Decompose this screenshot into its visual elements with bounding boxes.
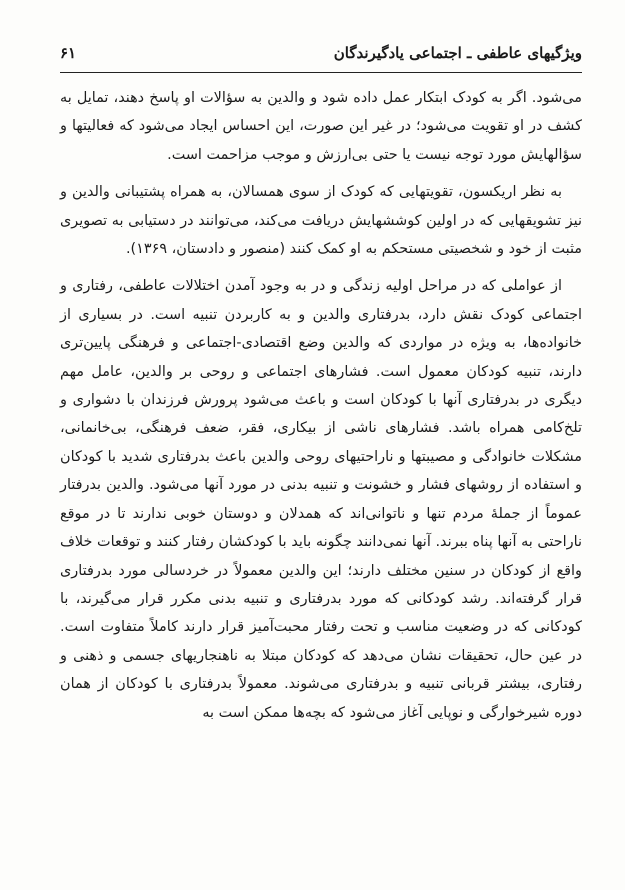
header-divider [60,72,582,73]
paragraph-maltreatment: از عواملی که در مراحل اولیه زندگی و در به وجود آمدن اختلالات عاطفی، رفتاری و اجتماعی کودک نقش دارد، بدرفتاری والدین و به کاربردن تنبیه است. در بسیاری از خانواده‌ها، به ویژه در مواردی که والدین وضع اقتصادی-اجتماعی و فرهنگی پایین‌تری دارند، تنبیه کودکان معمول است. فشارهای اجتماعی و روحی بر والدین، عامل مهم دیگری در بدرفتاری آنها با کودکان است و باعث می‌شود پرورش فرزندان با دشواری و تلخ‌کامی همراه باشد. فشارهای ناشی از بیکاری، فقر، ضعف فرهنگی، بی‌خانمانی، مشکلات خانوادگی و مصیبتها و ناراحتیهای روحی والدین باعث بدرفتاری شدید با کودکان و استفاده از روشهای فشار و خشونت و تنبیه بدنی در مورد آنها می‌شود. والدین بدرفتار عموماً از جملهٔ مردم تنها و ناتوانی‌اند که همدلان و دوستان خوبی ندارند تا در موقع ناراحتی به آنها پناه ببرند. آنها نمی‌دانند چگونه باید با کودکشان رفتار کنند و توقعات خلاف واقع از کودکان در سنین مختلف دارند؛ این والدین معمولاً در خردسالی مورد بدرفتاری قرار گرفته‌اند. رشد کودکانی که مورد بدرفتاری و تنبیه بدنی مکرر قرار می‌گیرند، با کودکانی که در وضعیت مناسب و تحت رفتار محبت‌آمیز قرار دارند کاملاً متفاوت است. در عین حال، تحقیقات نشان می‌دهد که کودکان مبتلا به ناهنجاریهای جسمی و ذهنی و رفتاری، بیشتر قربانی تنبیه و بدرفتاری می‌شوند. معمولاً بدرفتاری با کودکان از همان دوره شیرخوارگی و نوپایی آغاز می‌شود که بچه‌ها ممکن است به [60,278,582,721]
chapter-title: ویژگیهای عاطفی ـ اجتماعی یادگیرندگان [333,44,582,62]
running-header [60,44,582,70]
paragraph-continuation: می‌شود. اگر به کودک ابتکار عمل داده شود و والدین به سؤالات او پاسخ دهند، تمایل به کشف در او تقویت می‌شود؛ در غیر این صورت، این احساس ایجاد می‌شود که فعالیتها و سؤالهایش مورد توجه نیست یا حتی بی‌ارزش و موجب مزاحمت است. [60,90,582,163]
paragraph-erikson: به نظر اریکسون، تقویتهایی که کودک از سوی همسالان، به همراه پشتیبانی والدین و نیز تشویقهایی که در اولین کوششهایش دریافت می‌کند، می‌توانند در دستیابی به تصویری مثبت از خود و شخصیتی مستحکم به او کمک کنند (منصور و دادستان، ۱۳۶۹). [60,184,582,258]
body-text [60,84,582,736]
page-number: ۶۱ [60,44,77,62]
